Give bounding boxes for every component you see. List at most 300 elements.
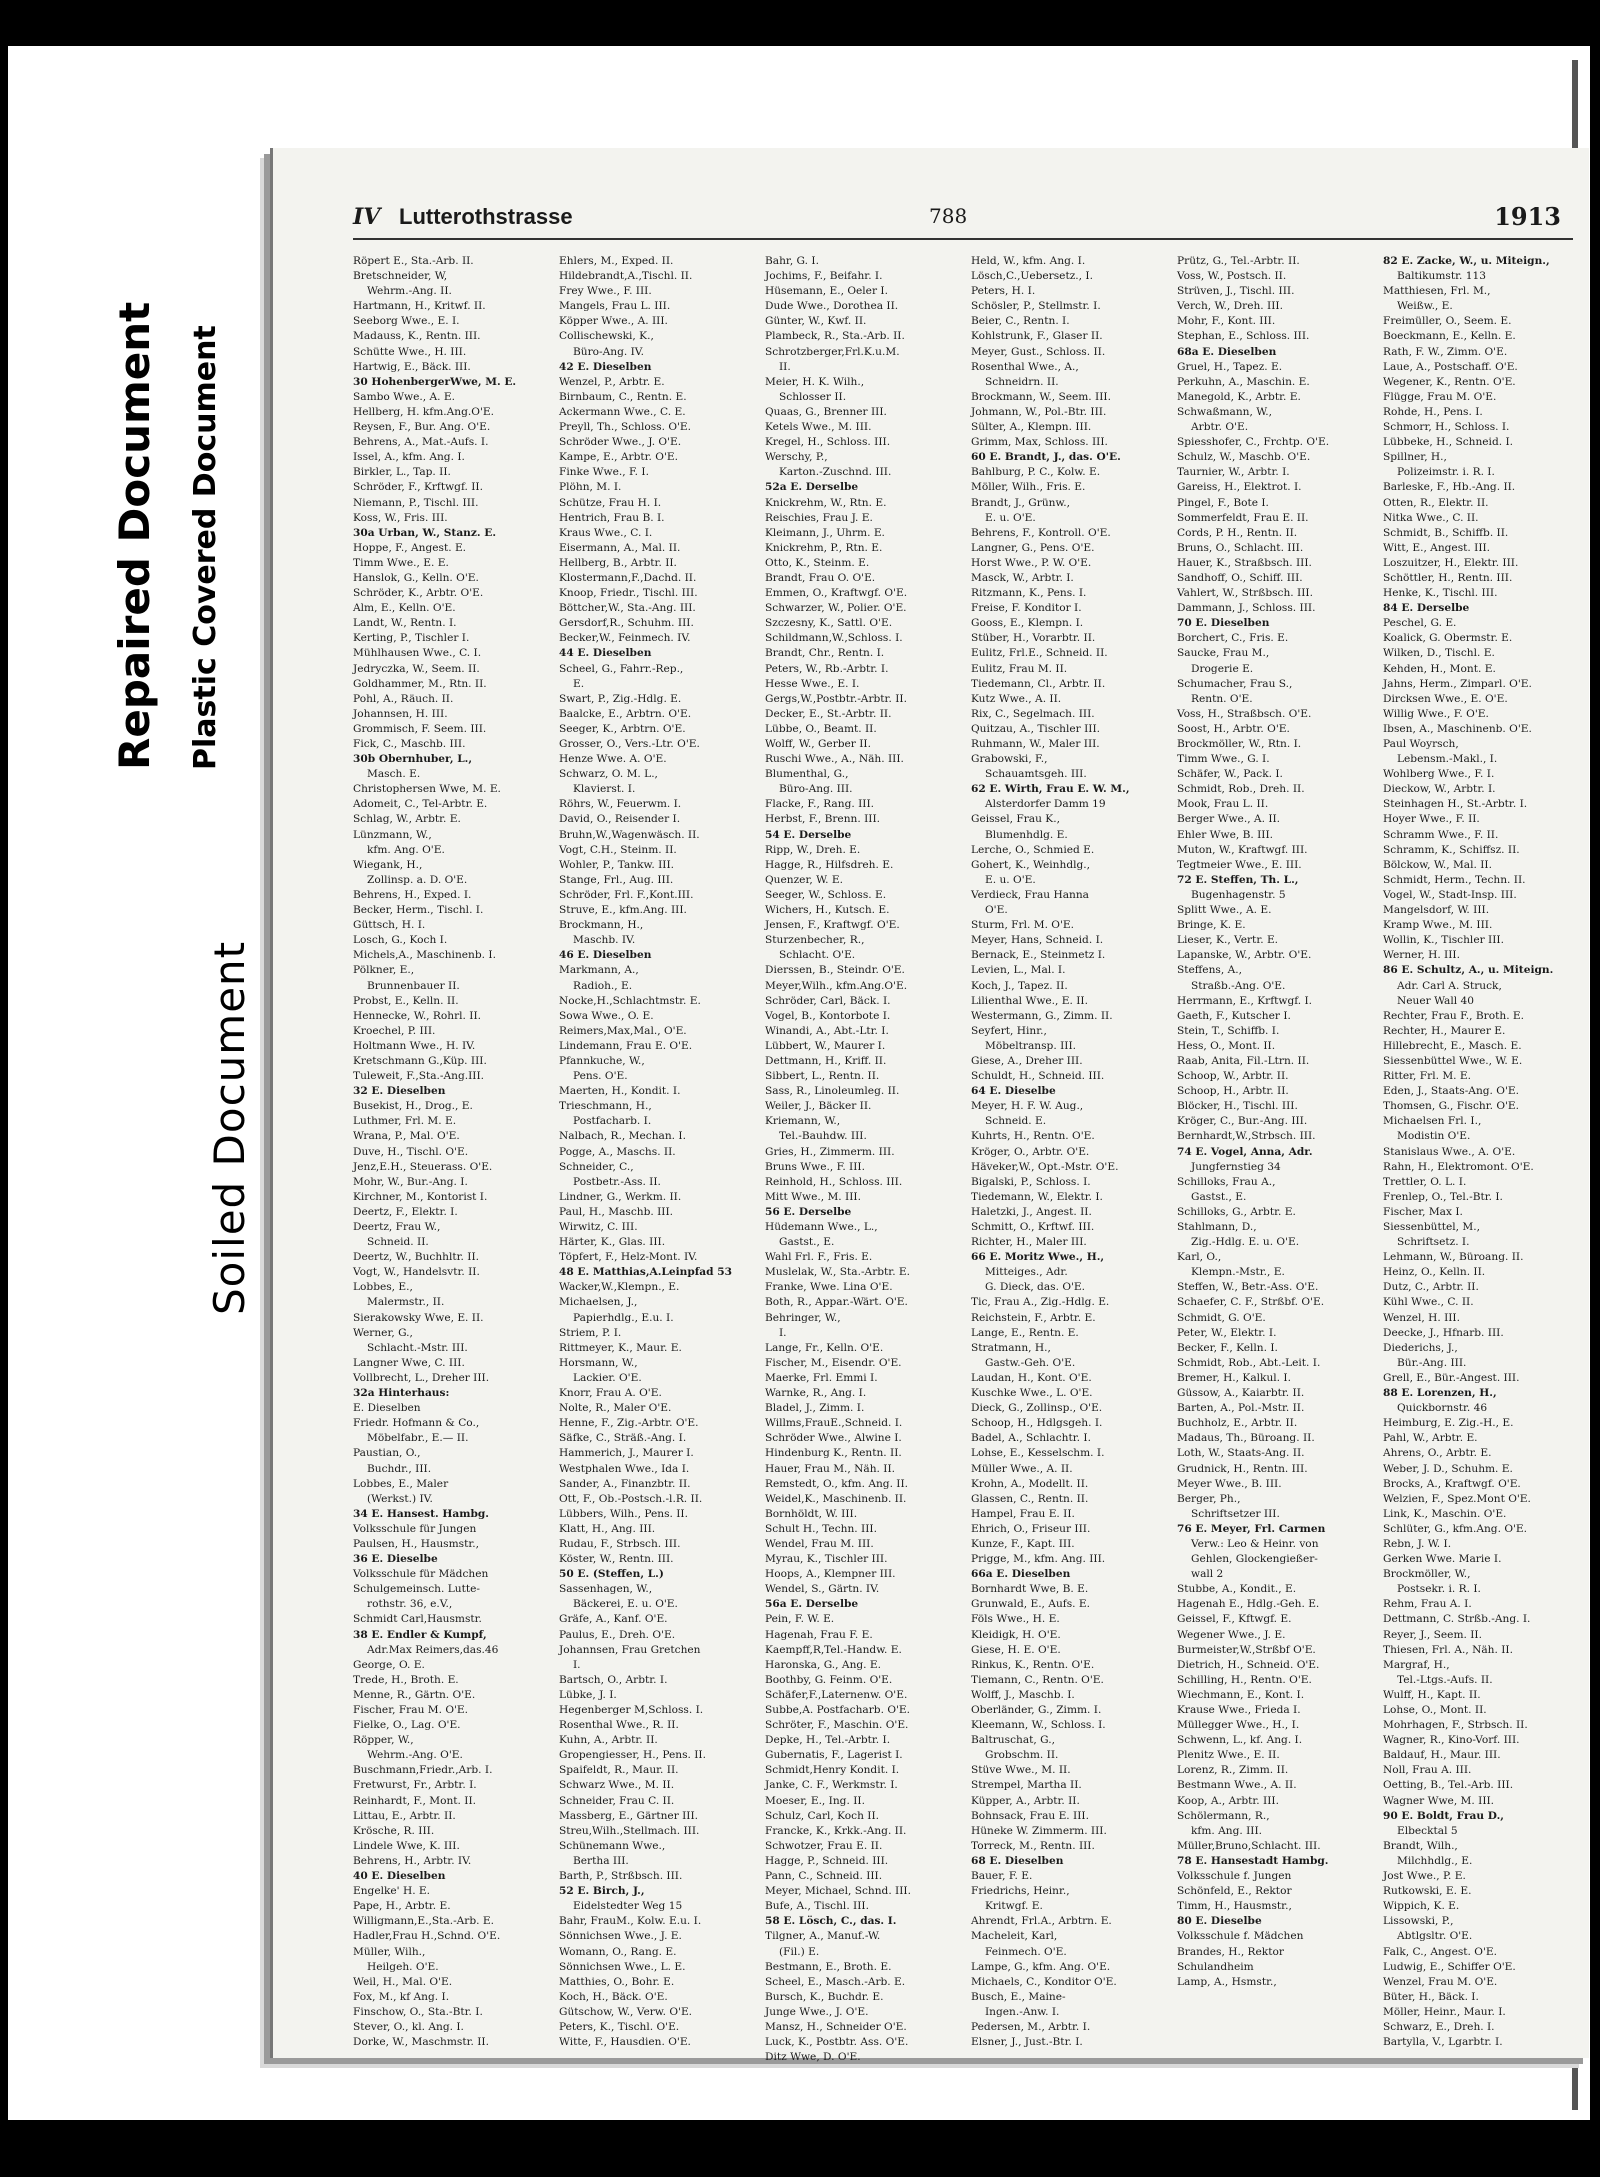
directory-entry: Dettmann, C. Strßb.-Ang. I.: [1383, 1613, 1531, 1626]
directory-entry: Fischer, Frau M. O'E.: [353, 1704, 469, 1716]
directory-entry: Beier, C., Rentn. I.: [971, 315, 1070, 328]
directory-entry: Prigge, M., kfm. Ang. III.: [971, 1553, 1106, 1566]
directory-entry: Lebensm.-Makl., I.: [1397, 753, 1498, 766]
directory-entry: Gräfe, A., Kanf. O'E.: [559, 1613, 668, 1626]
directory-entry: Wippich, K. E.: [1383, 1900, 1460, 1913]
directory-entry: I.: [779, 1326, 787, 1339]
directory-entry: Sturm, Frl. M. O'E.: [971, 919, 1074, 932]
directory-entry: Geissel, Frau K.,: [971, 813, 1060, 826]
directory-entry: Fielke, O., Lag. O'E.: [353, 1719, 461, 1732]
directory-entry: Röpper, W.,: [353, 1734, 414, 1747]
directory-entry: Kirchner, M., Kontorist I.: [353, 1190, 488, 1203]
directory-entry: Werner, H. III.: [1383, 949, 1460, 962]
directory-entry: Busch, E., Maine-: [971, 1990, 1066, 2003]
directory-entry: Schmidt, Rob., Abt.-Leit. I.: [1177, 1356, 1321, 1369]
directory-entry: 30b Obernhuber, L.,: [353, 753, 473, 766]
directory-entry: 42 E. Dieselben: [559, 360, 652, 373]
directory-entry: Lindemann, Frau E. O'E.: [559, 1039, 693, 1052]
directory-entry: 68a E. Dieselben: [1177, 345, 1277, 358]
directory-entry: Grunwald, E., Aufs. E.: [971, 1598, 1090, 1611]
directory-entry: 34 E. Hansest. Hambg.: [353, 1507, 489, 1520]
directory-entry: Warnke, R., Ang. I.: [765, 1387, 867, 1400]
directory-entry: Tiemann, C., Rentn. O'E.: [971, 1673, 1104, 1686]
directory-entry: Schäfer,F.,Laternenw. O'E.: [765, 1688, 908, 1701]
directory-entry: Schramm Wwe., F. II.: [1383, 828, 1499, 841]
directory-entry: Dieck, G., Zollinsp., O'E.: [971, 1402, 1103, 1415]
directory-entry: Ehrich, O., Friseur III.: [971, 1522, 1091, 1535]
directory-entry: Ibsen, A., Maschinenb. O'E.: [1383, 722, 1532, 735]
page-header: [353, 204, 1573, 240]
directory-entry: Goldhammer, M., Rtn. II.: [353, 677, 487, 690]
directory-entry: Büro-Ang. III.: [779, 783, 853, 796]
directory-entry: Ludwig, E., Schiffer O'E.: [1383, 1960, 1516, 1973]
directory-entry: Gehlen, Glockengießer-: [1191, 1553, 1318, 1566]
directory-entry: Rutkowski, E. E.: [1383, 1885, 1472, 1898]
directory-entry: Klempn.-Mstr., E.: [1191, 1266, 1285, 1279]
directory-entry: Töpfert, F., Helz-Mont. IV.: [559, 1251, 698, 1264]
directory-entry: Nolte, R., Maler O'E.: [559, 1402, 672, 1415]
directory-entry: Stüber, H., Vorarbtr. II.: [971, 632, 1096, 645]
directory-entry: Zig.-Hdlg. E. u. O'E.: [1191, 1236, 1300, 1249]
directory-entry: Menne, R., Gärtn. O'E.: [353, 1688, 476, 1701]
directory-entry: Prütz, G., Tel.-Arbtr. II.: [1177, 255, 1300, 267]
directory-entry: E.: [573, 677, 585, 690]
directory-entry: Deertz, Frau W.,: [353, 1221, 441, 1233]
directory-entry: Hesse Wwe., E. I.: [765, 677, 860, 690]
directory-entry: Reinhold, H., Schloss. III.: [765, 1175, 903, 1188]
directory-entry: Volksschule f. Mädchen: [1177, 1930, 1304, 1943]
directory-entry: Preyll, Th., Schloss. O'E.: [559, 421, 692, 434]
directory-entry: Madauss, K., Rentn. III.: [353, 330, 481, 343]
directory-entry: Witt, E., Angest. III.: [1383, 541, 1491, 554]
directory-entry: Maerke, Frl. Emmi I.: [765, 1371, 878, 1384]
directory-entry: Muslelak, W., Sta.-Arbtr. E.: [765, 1266, 911, 1279]
directory-entry: Köster, W., Rentn. III.: [559, 1553, 674, 1566]
directory-entry: Modistin O'E.: [1397, 1130, 1471, 1143]
directory-entry: Mohr, W., Bur.-Ang. I.: [353, 1175, 468, 1188]
directory-entry: 52a E. Derselbe: [765, 481, 859, 494]
directory-entry: 62 E. Wirth, Frau E. W. M.,: [971, 783, 1130, 796]
directory-entry: I.: [573, 1658, 581, 1671]
directory-entry: Meyer Wwe., B. III.: [1177, 1477, 1282, 1490]
directory-entry: Winandi, A., Abt.-Ltr. I.: [765, 1024, 889, 1037]
directory-entry: Schröder, Frl. F.,Kont.III.: [559, 888, 694, 901]
directory-entry: Volksschule für Mädchen: [353, 1568, 489, 1581]
directory-entry: Sönnichsen Wwe., L. E.: [559, 1960, 686, 1973]
directory-entry: Brunnenbauer II.: [367, 979, 460, 992]
directory-entry: Schröder, Carl, Bäck. I.: [765, 994, 891, 1007]
directory-entry: Lünzmann, W.,: [353, 828, 432, 841]
directory-entry: Bür.-Ang. III.: [1397, 1356, 1467, 1369]
directory-entry: Massberg, E., Gärtner III.: [559, 1809, 699, 1822]
directory-entry: Bohnsack, Frau E. III.: [971, 1809, 1089, 1822]
directory-entry: Werschy, P.,: [765, 451, 828, 464]
directory-entry: Langner, G., Pens. O'E.: [971, 541, 1095, 554]
directory-entry: Raab, Anita, Fil.-Ltrn. II.: [1177, 1054, 1310, 1067]
directory-entry: Lösch,C.,Uebersetz., I.: [971, 270, 1093, 283]
directory-entry: Streu,Wilh.,Stellmach. III.: [559, 1824, 700, 1837]
directory-entry: Jost Wwe., P. E.: [1383, 1870, 1466, 1883]
directory-entry: Wegener Wwe., J. E.: [1177, 1628, 1286, 1641]
directory-entry: 86 E. Schultz, A., u. Miteign.: [1383, 964, 1554, 977]
directory-entry: Link, K., Maschin. O'E.: [1383, 1507, 1507, 1520]
directory-entry: Franke, Wwe. Lina O'E.: [765, 1281, 893, 1294]
directory-entry: Lübke, J. I.: [559, 1688, 617, 1701]
directory-entry: Kühl Wwe., C. II.: [1383, 1296, 1474, 1309]
directory-entry: Hagge, R., Hilfsdreh. E.: [765, 858, 894, 871]
directory-entry: Engelke' H. E.: [353, 1885, 431, 1898]
directory-entry: Schrotzberger,Frl.K.u.M.: [765, 345, 900, 358]
directory-entry: Michaels, C., Konditor O'E.: [971, 1975, 1117, 1988]
directory-entry: Ruschi Wwe., A., Näh. III.: [765, 753, 904, 766]
directory-entry: Scheel, E., Masch.-Arb. E.: [765, 1975, 906, 1988]
directory-entry: Baltruschat, G.,: [971, 1734, 1055, 1747]
directory-entry: Ketels Wwe., M. III.: [765, 421, 872, 434]
directory-entry: Schriftsetzer III.: [1191, 1507, 1280, 1520]
directory-entry: Kroechel, P. III.: [353, 1024, 436, 1037]
directory-entry: Heinz, O., Kelln. II.: [1383, 1266, 1486, 1279]
directory-entry: Schlacht.-Mstr. III.: [367, 1341, 468, 1354]
directory-entry: E. u. O'E.: [985, 873, 1036, 886]
directory-entry: Vogt, C.H., Steinm. II.: [559, 843, 677, 856]
directory-entry: Brockmann, H.,: [559, 919, 644, 932]
directory-entry: Meier, H. K. Wilh.,: [765, 375, 865, 388]
directory-entry: Lange, Fr., Kelln. O'E.: [765, 1341, 884, 1354]
directory-entry: Fischer, Max I.: [1383, 1205, 1463, 1218]
directory-entry: Schröder Wwe., Alwine I.: [765, 1432, 902, 1445]
directory-entry: Grabowski, F.,: [971, 753, 1048, 766]
directory-entry: David, O., Reisender I.: [559, 813, 681, 826]
directory-entry: Vogel, W., Stadt-Insp. III.: [1383, 888, 1517, 901]
directory-entry: Bölckow, W., Mal. II.: [1383, 858, 1492, 871]
directory-entry: Jensen, F., Kraftwgf. O'E.: [765, 919, 900, 932]
directory-entry: Wiechmann, E., Kont. I.: [1177, 1688, 1305, 1701]
directory-entry: Swart, P., Zig.-Hdlg. E.: [559, 692, 682, 705]
directory-entry: Siessenbüttel, M.,: [1383, 1221, 1480, 1233]
directory-entry: Hüdemann Wwe., L.,: [765, 1221, 878, 1233]
directory-entry: Reyer, J., Seem. II.: [1383, 1628, 1482, 1641]
directory-entry: Birnbaum, C., Rentn. E.: [559, 390, 687, 403]
directory-entry: Manegold, K., Arbtr. E.: [1177, 390, 1301, 403]
directory-entry: Wirwitz, C. III.: [559, 1221, 638, 1233]
directory-entry: Schulgemeinsch. Lutte-: [353, 1583, 480, 1596]
directory-entry: Bigalski, P., Schloss. I.: [971, 1175, 1091, 1188]
directory-entry: Wichers, H., Kutsch. E.: [765, 904, 890, 917]
directory-entry: rothstr. 36, e.V.,: [367, 1598, 453, 1611]
directory-entry: Hoppe, F., Angest. E.: [353, 541, 467, 554]
directory-entry: Straßb.-Ang. O'E.: [1191, 979, 1286, 992]
directory-entry: Rebn, J. W. I.: [1383, 1537, 1452, 1550]
directory-entry: Wohlberg Wwe., F. I.: [1383, 768, 1495, 781]
directory-entry: Kaempff,R,Tel.-Handw. E.: [765, 1643, 902, 1656]
directory-entry: Birkler, L., Tap. II.: [353, 466, 451, 479]
directory-entry: Ingen.-Anw. I.: [985, 2005, 1060, 2018]
directory-entry: Issel, A., kfm. Ang. I.: [353, 451, 465, 464]
directory-entry: Lindele Wwe, K. III.: [353, 1839, 460, 1852]
directory-entry: Tiedemann, Cl., Arbtr. II.: [971, 677, 1106, 690]
directory-entry: Buschmann,Friedr.,Arb. I.: [353, 1764, 493, 1777]
directory-entry: Madaus, Th., Büroang. II.: [1177, 1432, 1315, 1445]
column-4: [971, 254, 1167, 2049]
directory-entry: Wollin, K., Tischler III.: [1383, 934, 1504, 947]
directory-entry: Bauer, F. E.: [971, 1870, 1033, 1883]
directory-entry: Eulitz, Frl.E., Schneid. II.: [971, 647, 1108, 660]
directory-entry: Behrens, F., Kontroll. O'E.: [971, 526, 1111, 539]
directory-entry: 90 E. Boldt, Frau D.,: [1383, 1809, 1504, 1822]
directory-entry: E. u. O'E.: [985, 511, 1036, 524]
directory-entry: Güttsch, H. I.: [353, 919, 426, 932]
directory-entry: Becker,W., Feinmech. IV.: [559, 632, 691, 645]
directory-entry: Bertha III.: [573, 1854, 629, 1867]
directory-entry: Schösler, P., Stellmstr. I.: [971, 300, 1101, 313]
directory-entry: Matthies, O., Bohr. E.: [559, 1975, 675, 1988]
directory-entry: Schneider, Frau C. II.: [559, 1794, 675, 1807]
directory-entry: Schwarz Wwe., M. II.: [559, 1779, 675, 1792]
directory-entry: Bretschneider, W,: [353, 270, 448, 283]
directory-entry: Wiegank, H.,: [353, 858, 423, 871]
directory-entry: Deertz, F., Elektr. I.: [353, 1205, 458, 1218]
directory-entry: Finschow, O., Sta.-Btr. I.: [353, 2005, 483, 2018]
directory-entry: Möbelfabr., E.— II.: [367, 1432, 469, 1445]
directory-entry: Schröder, K., Arbtr. O'E.: [353, 587, 484, 600]
directory-entry: Gohert, K., Weinhdlg.,: [971, 858, 1091, 871]
directory-entry: Tel.-Bauhdw. III.: [779, 1130, 867, 1143]
directory-entry: Sturzenbecher, R.,: [765, 934, 865, 947]
directory-entry: Sowa Wwe., O. E.: [559, 1009, 654, 1022]
directory-entry: Loth, W., Staats-Ang. II.: [1177, 1447, 1305, 1460]
directory-entry: Gütschow, W., Verw. O'E.: [559, 2005, 693, 2018]
directory-entry: Brandt, Frau O. O'E.: [765, 571, 876, 584]
directory-entry: Levien, L., Mal. I.: [971, 964, 1066, 977]
directory-entry: Glassen, C., Rentn. II.: [971, 1492, 1089, 1505]
directory-entry: Hentrich, Frau B. I.: [559, 511, 665, 524]
directory-entry: 30 HohenbergerWwe, M. E.: [353, 375, 517, 388]
directory-entry: Wendel, S., Gärtn. IV.: [765, 1583, 880, 1596]
directory-entry: Paul Woyrsch,: [1383, 738, 1459, 750]
plastic-covered-label: Plastic Covered Document: [188, 325, 223, 770]
directory-entry: Bruhn,W.,Wagenwäsch. II.: [559, 828, 700, 841]
directory-entry: Laue, A., Postschaff. O'E.: [1383, 360, 1518, 373]
directory-entry: Hellberg, B., Arbtr. II.: [559, 556, 677, 569]
directory-entry: Küpper, A., Arbtr. II.: [971, 1794, 1080, 1807]
directory-entry: Bernack, E., Steinmetz I.: [971, 949, 1106, 962]
directory-entry: Baltikumstr. 113: [1397, 270, 1486, 283]
directory-entry: Büter, H., Bäck. I.: [1383, 1990, 1479, 2003]
directory-entry: Heilgeh. O'E.: [367, 1960, 439, 1973]
directory-entry: Burmeister,W.,Strßbf O'E.: [1177, 1643, 1316, 1656]
directory-entry: Klostermann,F.,Dachd. II.: [559, 571, 697, 584]
directory-entry: Rittmeyer, K., Maur. E.: [559, 1341, 682, 1354]
directory-entry: Thiesen, Frl. A., Näh. II.: [1383, 1643, 1513, 1656]
directory-entry: Brockmann, W., Seem. III.: [971, 390, 1111, 403]
directory-entry: Meyer,Wilh., kfm.Ang.O'E.: [765, 979, 908, 992]
column-2: [559, 254, 755, 2049]
directory-entry: Kleemann, W., Schloss. I.: [971, 1719, 1106, 1732]
directory-entry: Bahr, FrauM., Kolw. E.u. I.: [559, 1915, 702, 1928]
directory-entry: Mühlhausen Wwe., C. I.: [353, 647, 482, 660]
directory-entry: Moeser, E., Ing. II.: [765, 1794, 865, 1807]
directory-entry: Schneidrn. II.: [985, 375, 1059, 388]
directory-entry: 54 E. Derselbe: [765, 828, 852, 841]
directory-entry: George, O. E.: [353, 1658, 425, 1671]
volume-number: IV: [353, 204, 381, 230]
directory-entry: Strüven, J., Tischl. III.: [1177, 285, 1295, 298]
directory-entry: Schmidt, Herm., Techn. II.: [1383, 873, 1526, 886]
directory-entry: Alsterdorfer Damm 19: [985, 798, 1106, 811]
directory-entry: Sass, R., Linoleumleg. II.: [765, 1085, 900, 1098]
directory-entry: Luck, K., Postbtr. Ass. O'E.: [765, 2036, 909, 2049]
directory-entry: 80 E. Dieselbe: [1177, 1915, 1262, 1928]
directory-entry: Buchdr., III.: [367, 1462, 432, 1475]
directory-entry: Willig Wwe., F. O'E.: [1383, 707, 1489, 720]
directory-entry: Hindenburg K., Rentn. II.: [765, 1447, 902, 1460]
directory-entry: kfm. Ang. III.: [1191, 1824, 1263, 1837]
directory-entry: Behrens, H., Exped. I.: [353, 888, 472, 901]
directory-entry: Pape, H., Arbtr. E.: [353, 1900, 451, 1913]
directory-entry: Matthiesen, Frl. M.,: [1383, 285, 1491, 298]
directory-entry: Schwarz, E., Dreh. I.: [1383, 2020, 1495, 2033]
directory-entry: Hoops, A., Klempner III.: [765, 1568, 896, 1581]
directory-entry: Brockmöller, W.,: [1383, 1568, 1471, 1581]
directory-entry: Weiler, J., Bäcker II.: [765, 1100, 872, 1113]
directory-entry: Borchert, C., Fris. E.: [1177, 632, 1289, 645]
directory-entry: Womann, O., Rang. E.: [559, 1945, 677, 1958]
directory-entry: Littau, E., Arbtr. II.: [353, 1809, 456, 1822]
directory-entry: 50 E. (Steffen, L.): [559, 1568, 664, 1581]
directory-entry: Reimers,Max,Mal., O'E.: [559, 1024, 687, 1037]
directory-entry: Gruel, H., Tapez. E.: [1177, 360, 1283, 373]
directory-entry: Eden, J., Staats-Ang. O'E.: [1383, 1085, 1519, 1098]
directory-entry: Blumenthal, G.,: [765, 768, 849, 781]
directory-entry: Lohse, E., Kesselschm. I.: [971, 1447, 1105, 1460]
directory-entry: Schulz, Carl, Koch II.: [765, 1809, 880, 1822]
directory-entry: Kunze, F., Kapt. III.: [971, 1537, 1075, 1550]
directory-entry: Wehrm.-Ang. II.: [367, 285, 452, 298]
directory-entry: Häveker,W., Opt.-Mstr. O'E.: [971, 1160, 1119, 1173]
directory-entry: Sambo Wwe., A. E.: [353, 390, 455, 403]
directory-page: [270, 148, 1589, 2064]
directory-entry: Friedrichs, Heinr.,: [971, 1885, 1070, 1898]
directory-entry: Buchholz, E., Arbtr. II.: [1177, 1417, 1298, 1430]
directory-entry: Mohrhagen, F., Strbsch. II.: [1383, 1719, 1528, 1732]
directory-entry: Schult H., Techn. III.: [765, 1522, 877, 1535]
directory-entry: Vogt, W., Handelsvtr. II.: [353, 1266, 480, 1279]
directory-entry: Hammerich, J., Maurer I.: [559, 1447, 694, 1460]
directory-entry: Reichstein, F., Arbtr. E.: [971, 1311, 1096, 1324]
directory-entry: Schildmann,W.,Schloss. I.: [765, 632, 903, 645]
directory-entry: Schröder, F., Krftwgf. II.: [353, 481, 483, 494]
directory-entry: Wolff, J., Maschb. I.: [971, 1688, 1075, 1701]
directory-entry: Pölkner, E.,: [353, 964, 415, 977]
directory-entry: Kraus Wwe., C. I.: [559, 526, 653, 539]
directory-entry: Karl, O.,: [1177, 1251, 1222, 1264]
directory-entry: Neuer Wall 40: [1397, 994, 1474, 1007]
directory-entry: Dietrich, H., Schneid. O'E.: [1177, 1658, 1320, 1671]
directory-entry: Weißw., E.: [1397, 300, 1453, 313]
directory-entry: Alm, E., Kelln. O'E.: [353, 602, 456, 615]
directory-entry: Kuhrts, H., Rentn. O'E.: [971, 1130, 1095, 1143]
directory-entry: Föls Wwe., H. E.: [971, 1613, 1060, 1626]
directory-entry: Torreck, M., Rentn. III.: [971, 1839, 1095, 1852]
directory-entry: Emmen, O., Kraftwgf. O'E.: [765, 587, 908, 600]
directory-entry: Elsner, J., Just.-Btr. I.: [971, 2036, 1083, 2049]
directory-entry: Tel.-Ltgs.-Aufs. II.: [1397, 1673, 1493, 1686]
scanner-border-right: [1590, 0, 1600, 2177]
directory-entry: Markmann, A.,: [559, 964, 639, 977]
directory-entry: Ott, F., Ob.-Postsch.-l.R. II.: [559, 1492, 703, 1505]
directory-entry: Adr. Carl A. Struck,: [1397, 979, 1502, 992]
directory-entry: Lorenz, R., Zimm. II.: [1177, 1764, 1289, 1777]
directory-entry: Thomsen, G., Fischr. O'E.: [1383, 1100, 1520, 1113]
directory-entry: Masck, W., Arbtr. I.: [971, 571, 1074, 584]
directory-entry: Pens. O'E.: [573, 1070, 628, 1083]
directory-entry: Flacke, F., Rang. III.: [765, 798, 875, 811]
directory-entry: Kregel, H., Schloss. III.: [765, 436, 891, 449]
directory-entry: Stahlmann, D.,: [1177, 1221, 1257, 1233]
directory-entry: Nocke,H.,Schlachtmstr. E.: [559, 994, 701, 1007]
directory-entry: 40 E. Dieselben: [353, 1870, 446, 1883]
directory-entry: Herbst, F., Brenn. III.: [765, 813, 881, 826]
scanner-border-bottom: [0, 2120, 1600, 2177]
repaired-document-label: Repaired Document: [110, 301, 159, 770]
directory-entry: Mangelsdorf, W. III.: [1383, 904, 1490, 917]
directory-entry: Subbe,A. Postfacharb. O'E.: [765, 1704, 911, 1716]
directory-entry: Giese, A., Dreher III.: [971, 1054, 1083, 1067]
directory-entry: Ritzmann, K., Pens. I.: [971, 587, 1087, 600]
directory-entry: Adomeit, C., Tel-Arbtr. E.: [353, 798, 488, 811]
directory-entry: Spiesshofer, C., Frchtp. O'E.: [1177, 436, 1330, 449]
directory-entry: Ripp, W., Dreh. E.: [765, 843, 861, 856]
directory-entry: Quenzer, W. E.: [765, 873, 843, 886]
directory-entry: Brocks, A., Kraftwgf. O'E.: [1383, 1477, 1521, 1490]
directory-entry: Schölermann, R.,: [1177, 1809, 1270, 1822]
directory-entry: Soost, H., Arbtr. O'E.: [1177, 722, 1290, 735]
directory-entry: Wohler, P., Tankw. III.: [559, 858, 675, 871]
directory-entry: Gooss, E., Klempn. I.: [971, 617, 1084, 630]
directory-entry: Ritter, Frl. M. E.: [1383, 1070, 1472, 1083]
directory-entry: 76 E. Meyer, Frl. Carmen: [1177, 1522, 1326, 1535]
directory-entry: 38 E. Endler & Kumpf,: [353, 1628, 487, 1641]
directory-entry: Wenzel, H. III.: [1383, 1311, 1460, 1324]
directory-entry: Böttcher,W., Sta.-Ang. III.: [559, 602, 696, 615]
soiled-document-label: Soiled Document: [205, 940, 254, 1315]
directory-entry: Johannsen, H. III.: [353, 707, 448, 720]
directory-entry: Deecke, J., Hfnarb. III.: [1383, 1326, 1504, 1339]
directory-entry: Lehmann, W., Büroang. II.: [1383, 1251, 1524, 1264]
directory-entry: Lilienthal Wwe., E. II.: [971, 994, 1088, 1007]
directory-entry: 70 E. Dieselben: [1177, 617, 1270, 630]
directory-entry: Struve, E., kfm.Ang. III.: [559, 904, 687, 917]
directory-entry: 72 E. Steffen, Th. L.,: [1177, 873, 1299, 886]
directory-entry: Pann, C., Schneid. III.: [765, 1870, 883, 1883]
directory-entry: Rechter, H., Maurer E.: [1383, 1024, 1506, 1037]
directory-entry: Sassenhagen, W.,: [559, 1583, 653, 1596]
directory-entry: Boothby, G. Feinm. O'E.: [765, 1673, 893, 1686]
directory-entry: Michaelsen Frl. I.,: [1383, 1115, 1482, 1128]
directory-entry: Westphalen Wwe., Ida I.: [559, 1462, 690, 1475]
directory-entry: Willigmann,E.,Sta.-Arb. E.: [353, 1915, 494, 1928]
directory-entry: Wacker,W.,Klempn., E.: [559, 1281, 680, 1294]
directory-entry: Peschel, G. E.: [1383, 617, 1457, 630]
directory-entry: Elbecktal 5: [1397, 1824, 1458, 1837]
directory-entry: Holtmann Wwe., H. IV.: [353, 1039, 476, 1052]
directory-entry: Bartylla, V., Lgarbtr. I.: [1383, 2036, 1503, 2049]
directory-entry: Möbeltransp. III.: [985, 1039, 1076, 1052]
directory-entry: Bruns, O., Schlacht. III.: [1177, 541, 1304, 554]
directory-entry: Bremer, H., Kalkul. I.: [1177, 1371, 1291, 1384]
directory-entry: Stubbe, A., Kondit., E.: [1177, 1583, 1297, 1596]
directory-entry: Willms,FrauE.,Schneid. I.: [765, 1417, 903, 1430]
